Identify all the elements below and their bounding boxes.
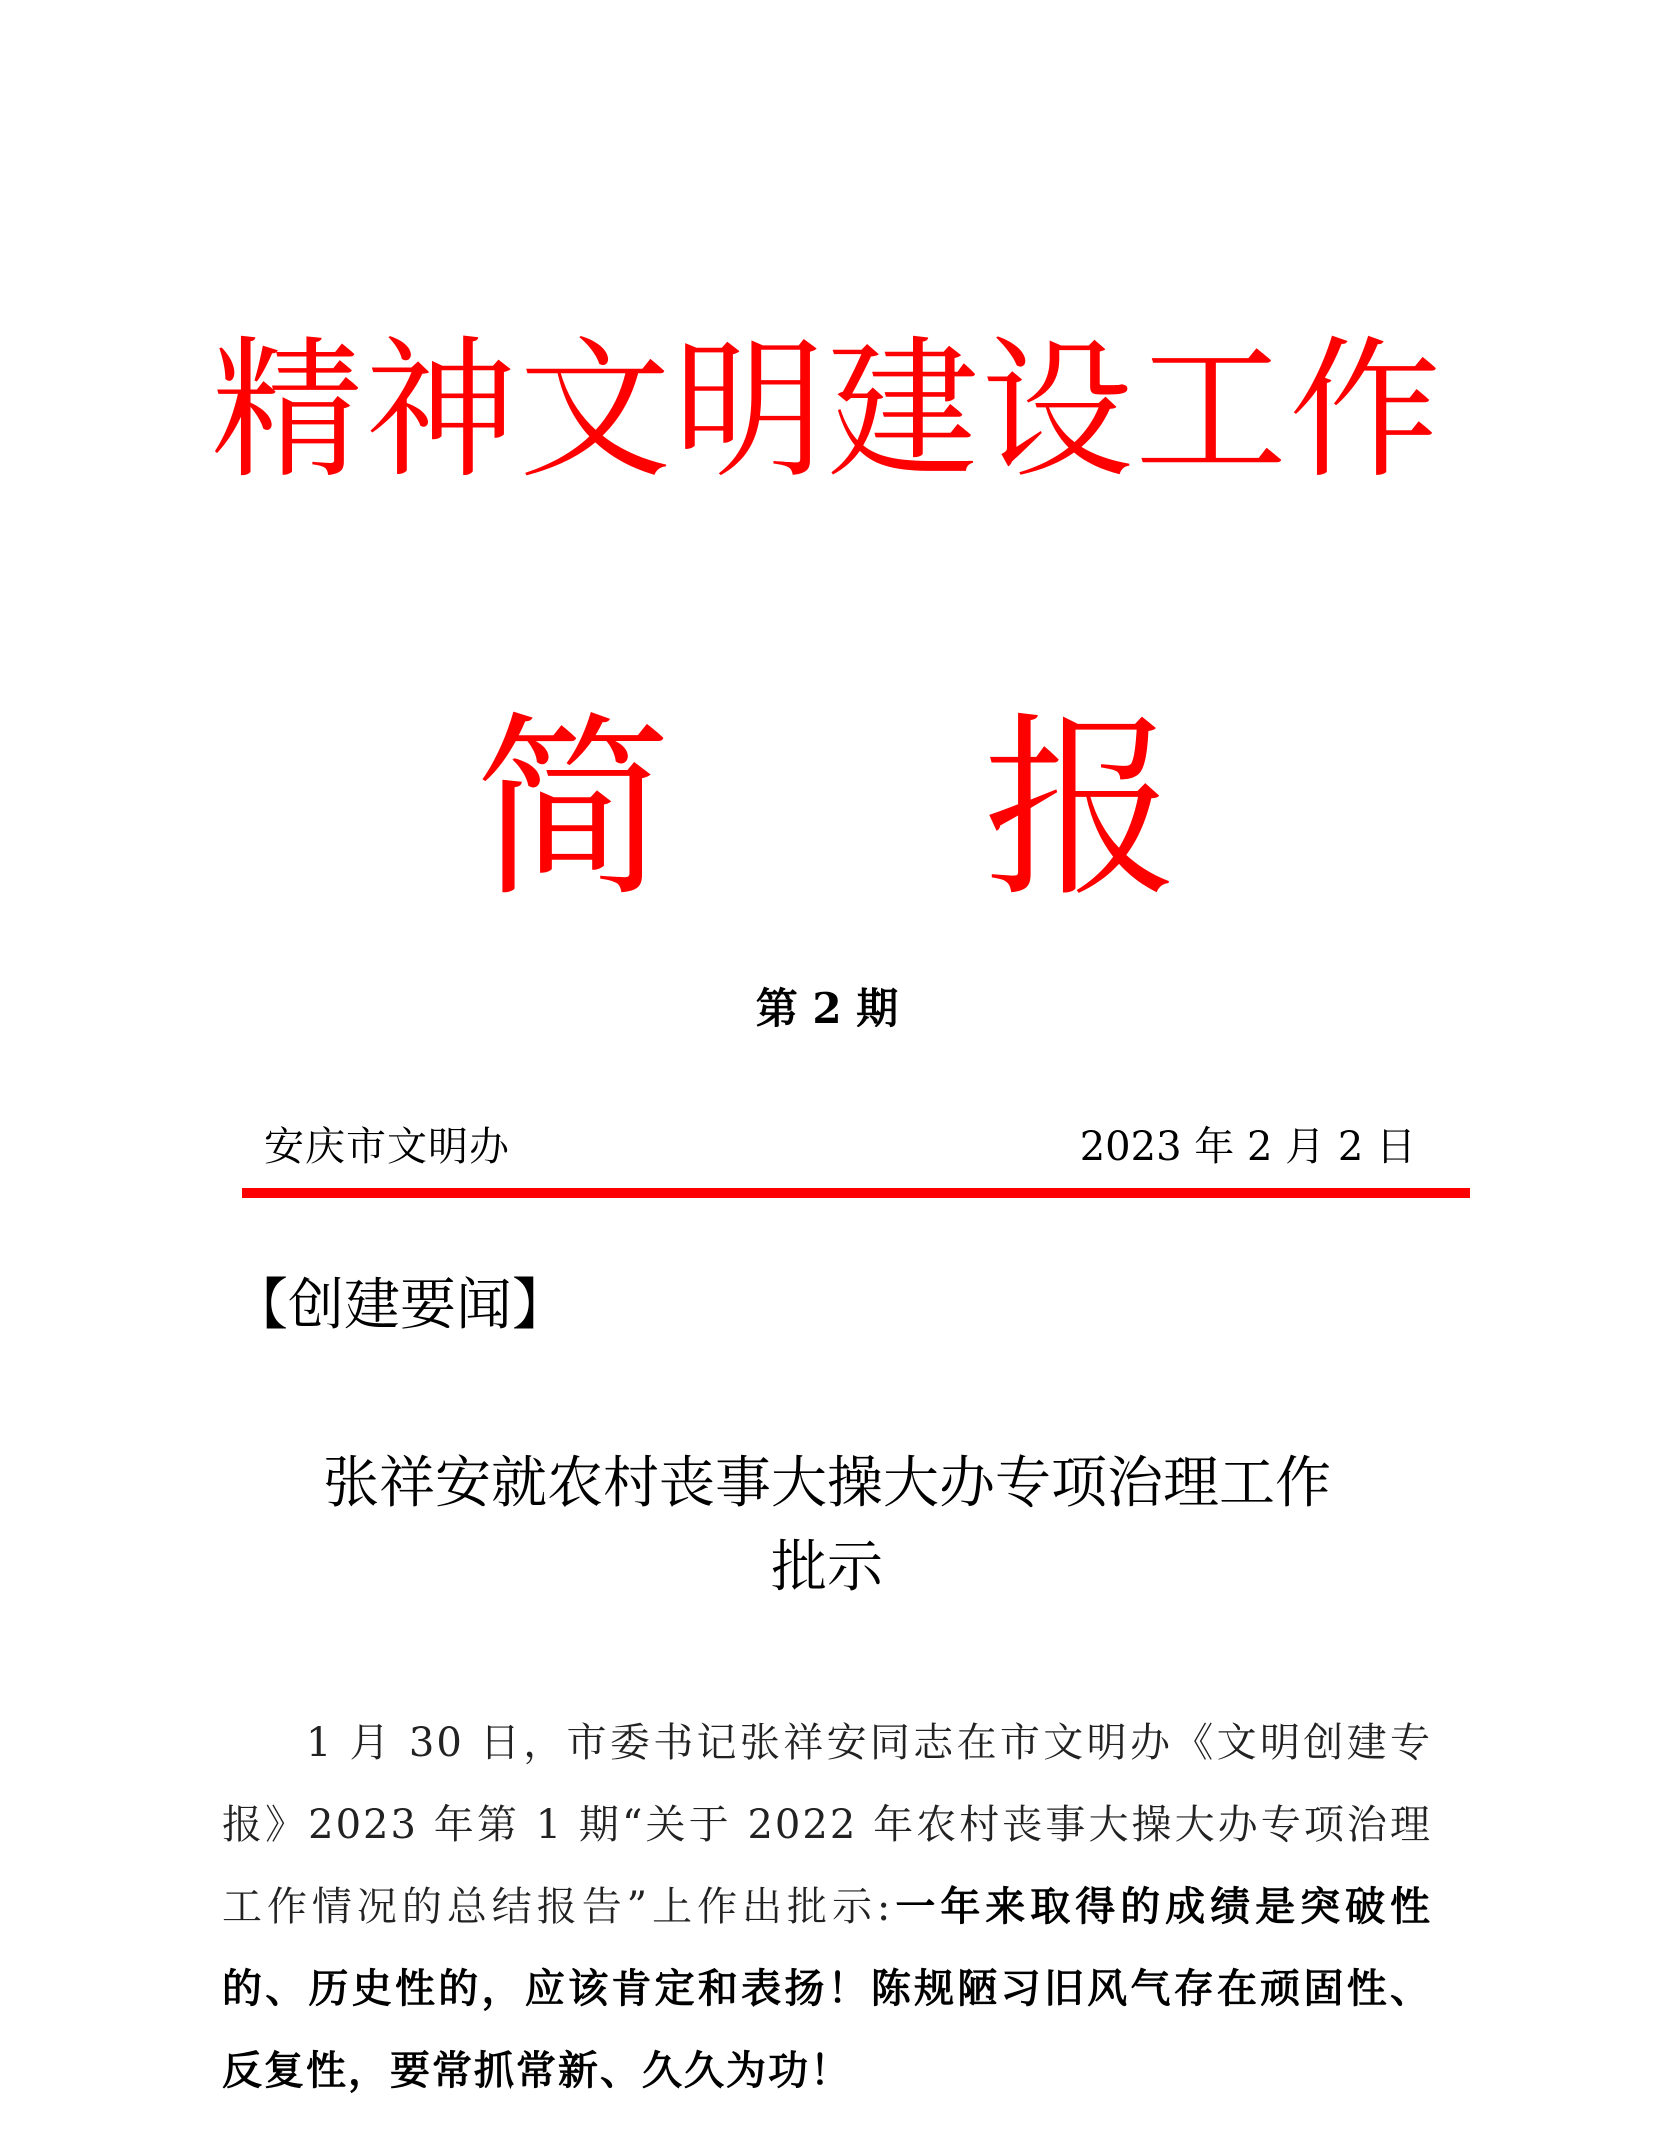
article-body <box>222 1702 1432 2112</box>
masthead-subtitle <box>0 696 1654 924</box>
article-body-plain: 1 月 30 日，市委书记张祥安同志在市文明办《文明创建专报》2023 年第 1 期“关于 2022 年农村丧事大操大办专项治理工作情况的总结报告”上作出批示: <box>222 1720 1432 1930</box>
masthead-sub-spacer <box>671 712 983 908</box>
headline-line-1: 张祥安就农村丧事大操大办专项治理工作 <box>323 1451 1331 1516</box>
article-headline <box>0 1442 1654 1610</box>
issue-date: 2023 年 2 月 2 日 <box>1079 1124 1416 1170</box>
masthead-sub-char-2: 报 <box>983 696 1180 924</box>
red-divider-rule <box>242 1188 1470 1198</box>
headline-line-2: 批示 <box>771 1535 883 1600</box>
masthead-sub-char-1: 简 <box>475 696 672 924</box>
masthead-title: 精神文明建设工作 <box>211 322 1443 499</box>
issuer: 安庆市文明办 <box>264 1124 510 1170</box>
section-label: 【创建要闻】 <box>232 1273 568 1338</box>
article-body-bold: 一年来取得的成绩是突破性的、历史性的，应该肯定和表扬！陈规陋习旧风气存在顽固性、反复性，要常抓常新、久久为功！ <box>222 1883 1432 2094</box>
issue-number: 第 2 期 <box>755 984 899 1033</box>
